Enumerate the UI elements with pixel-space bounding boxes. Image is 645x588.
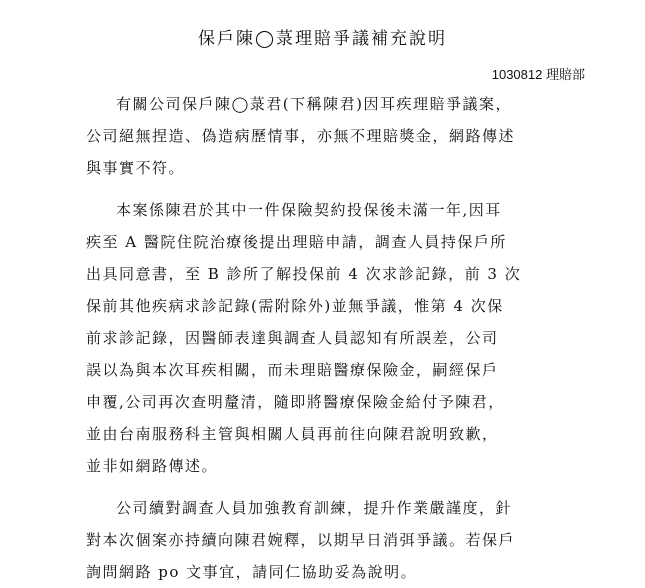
reference-department: 理賠部 bbox=[545, 67, 585, 82]
paragraph-line: 出具同意書，至 B 診所了解投保前 4 次求診記錄，前 3 次 bbox=[86, 265, 522, 283]
document-title: 保戶陳◯菉理賠爭議補充說明 bbox=[197, 29, 448, 49]
reference-line bbox=[492, 64, 585, 83]
paragraph-line: 對本次個案亦持續向陳君婉釋，以期早日消弭爭議。若保戶 bbox=[86, 531, 516, 549]
paragraph-line: 並非如網路傳述。 bbox=[86, 457, 219, 475]
paragraph-line: 有關公司保戶陳◯菉君(下稱陳君)因耳疾理賠爭議案， bbox=[116, 95, 512, 113]
document-body bbox=[86, 88, 566, 588]
paragraph-line: 公司絕無捏造、偽造病歷情事，亦無不理賠獎金，網路傳述 bbox=[86, 127, 516, 145]
paragraph-3 bbox=[86, 492, 566, 588]
paragraph-line: 誤以為與本次耳疾相關，而未理賠醫療保險金，嗣經保戶 bbox=[86, 361, 499, 379]
reference-number: 1030812 bbox=[491, 67, 543, 82]
paragraph-line: 詢問網路 po 文事宜，請同仁協助妥為說明。 bbox=[86, 563, 418, 581]
paragraph-line: 並由台南服務科主管與相關人員再前往向陳君說明致歉， bbox=[86, 425, 499, 443]
paragraph-line: 保前其他疾病求診記錄(需附除外)並無爭議，惟第 4 次保 bbox=[86, 297, 504, 315]
paragraph-line: 公司續對調查人員加強教育訓練，提升作業嚴謹度，針 bbox=[116, 499, 513, 517]
paragraph-line: 本案係陳君於其中一件保險契約投保後未滿一年,因耳 bbox=[116, 201, 502, 219]
paragraph-line: 前求診記錄，因醫師表達與調查人員認知有所誤差，公司 bbox=[86, 329, 499, 347]
paragraph-2 bbox=[86, 194, 566, 482]
paragraph-1 bbox=[86, 88, 566, 184]
paragraph-line: 疾至 A 醫院住院治療後提出理賠申請，調查人員持保戶所 bbox=[86, 233, 507, 251]
paragraph-line: 與事實不符。 bbox=[86, 159, 186, 177]
paragraph-line: 申覆,公司再次查明釐清，隨即將醫療保險金給付予陳君， bbox=[86, 393, 505, 411]
